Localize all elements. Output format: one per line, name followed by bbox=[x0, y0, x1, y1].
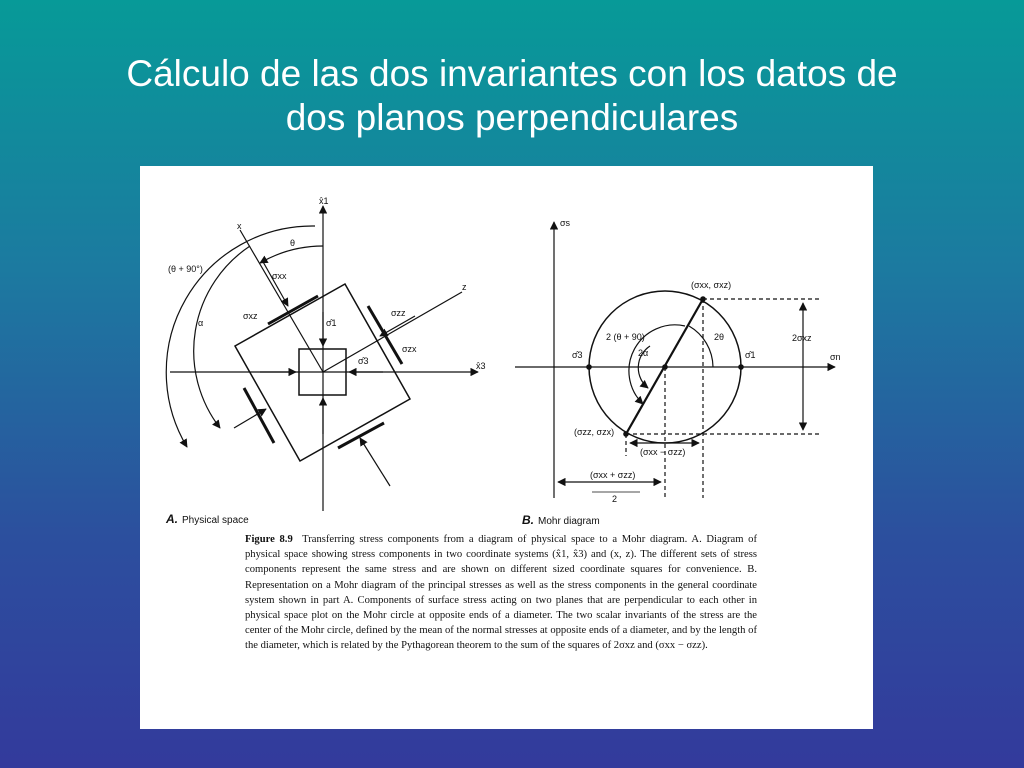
label-difference: (σxx − σzz) bbox=[640, 447, 686, 457]
label-2alpha: 2α bbox=[638, 348, 649, 358]
point-bottom bbox=[623, 431, 629, 437]
shear-bar-left bbox=[244, 388, 274, 443]
label-alpha: α bbox=[198, 318, 204, 328]
label-sigma1-mohr: σ̂1 bbox=[745, 350, 756, 360]
panel-b-letter: B. bbox=[522, 513, 534, 527]
point-sigma3 bbox=[586, 364, 592, 370]
label-sigma3-mohr: σ̂3 bbox=[572, 350, 583, 360]
label-x1: x̂1 bbox=[319, 196, 329, 206]
figure-caption bbox=[245, 532, 757, 654]
label-x3: x̂3 bbox=[476, 361, 486, 371]
figure-image bbox=[140, 166, 873, 729]
slide-title bbox=[40, 52, 984, 140]
label-sigma1: σ̂1 bbox=[326, 318, 337, 328]
label-sigma3: σ̂3 bbox=[358, 356, 369, 366]
label-2theta: 2θ bbox=[714, 332, 725, 342]
label-mean-denominator: 2 bbox=[612, 494, 618, 504]
slide-title-line-1: Cálculo de las dos invariantes con los datos de bbox=[126, 53, 898, 94]
panel-b-text: Mohr diagram bbox=[538, 516, 600, 527]
point-top bbox=[700, 296, 706, 302]
arc-2theta bbox=[689, 326, 713, 367]
sigma-xx-arrow bbox=[262, 260, 288, 306]
caption-text: Transferring stress components from a diagram of physical space to a Mohr diagram. A. Diagram of physical space showing stress components in two coordinate systems (x̂1, x̂3) and (x, z). The different sets of stress components represent the same stress and are shown on different sized coordinate squares for convenience. B. Representation on a Mohr diagram of the principal stresses as well as the stress components in the general coordinate system shown in part A. Components of surface stress acting on two planes that are perpendicular to each other in physical space plot on the Mohr circle at opposite ends of a diameter. The two scalar invariants of the stress are the center of the Mohr circle, defined by the mean of the normal stresses at opposite ends of a diameter, and by the length of the diameter, which is related by the Pythagorean theorem to the sum of the squares of 2σxz and (σxx − σzz). bbox=[245, 534, 757, 652]
label-mean-numerator: (σxx + σzz) bbox=[590, 470, 636, 480]
label-sigma-xz: σxz bbox=[243, 311, 258, 321]
label-theta-90: (θ + 90°) bbox=[168, 264, 203, 274]
panel-a-letter: A. bbox=[166, 512, 178, 526]
label-sigma-n: σn bbox=[830, 352, 841, 362]
point-center bbox=[662, 364, 668, 370]
label-sigma-zx: σzx bbox=[402, 344, 417, 354]
panel-a-text: Physical space bbox=[182, 515, 249, 526]
mohr-labels bbox=[560, 218, 841, 504]
z-axis-rotated bbox=[323, 292, 462, 372]
label-2sxz: 2σxz bbox=[792, 333, 812, 343]
slide-title-line-2: dos planos perpendiculares bbox=[285, 97, 739, 138]
label-theta: θ bbox=[290, 238, 296, 248]
theta90-arc bbox=[166, 226, 315, 447]
caption-figure-label: Figure 8.9 bbox=[245, 534, 293, 545]
label-2theta90: 2 (θ + 90) bbox=[606, 332, 645, 342]
panel-b-label bbox=[522, 513, 600, 527]
panel-a-label bbox=[166, 512, 249, 526]
physical-space-diagram bbox=[166, 206, 478, 511]
label-sigma-xx: σxx bbox=[272, 271, 287, 281]
theta-arc bbox=[260, 246, 323, 263]
label-point-bottom: (σzz, σzx) bbox=[574, 427, 615, 437]
point-sigma1 bbox=[738, 364, 744, 370]
label-sigma-s: σs bbox=[560, 218, 571, 228]
label-z: z bbox=[462, 282, 467, 292]
sigma-xx-arrow-bottom bbox=[360, 438, 390, 486]
label-x: x bbox=[237, 221, 242, 231]
label-point-top: (σxx, σxz) bbox=[691, 280, 732, 290]
physical-space-labels bbox=[168, 196, 486, 371]
label-sigma-zz: σzz bbox=[391, 308, 406, 318]
